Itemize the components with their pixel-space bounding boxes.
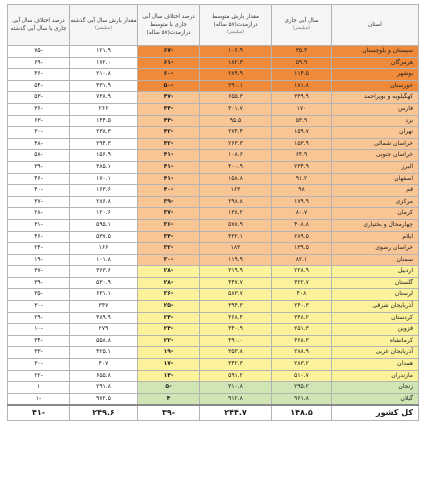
cell-normal: ۳۴۲.۳ bbox=[200, 359, 272, 371]
table-row bbox=[8, 324, 419, 336]
cell-pct-last: -۵۴ bbox=[8, 80, 70, 92]
cell-pct-last: -۵۸ bbox=[8, 150, 70, 162]
cell-pct-last: -۳۰ bbox=[8, 301, 70, 313]
cell-current: ۲۹۵.۲ bbox=[272, 382, 332, 394]
cell-province: بوشهر bbox=[332, 69, 419, 81]
cell-last-year: ۴۲۵.۱ bbox=[70, 347, 138, 359]
cell-last-year: ۱۲۰.۶ bbox=[70, 208, 138, 220]
cell-normal: ۳۹۴.۳ bbox=[200, 301, 272, 313]
cell-pct-normal: -۴۷ bbox=[138, 92, 200, 104]
cell-pct-normal: -۲۵ bbox=[138, 301, 200, 313]
total-province: کل کشور bbox=[332, 405, 419, 421]
cell-pct-normal: -۳۲ bbox=[138, 243, 200, 255]
cell-current: ۱۱۴.۵ bbox=[272, 69, 332, 81]
cell-normal: ۴۰۰.۹ bbox=[200, 161, 272, 173]
cell-province: سمنان bbox=[332, 254, 419, 266]
table-row bbox=[8, 359, 419, 371]
cell-current: ۲۸۳.۲ bbox=[272, 359, 332, 371]
cell-last-year: ۷۳۸.۹ bbox=[70, 92, 138, 104]
cell-normal: ۴۶۸.۴ bbox=[200, 312, 272, 324]
cell-last-year: ۵۳۷.۵ bbox=[70, 231, 138, 243]
cell-pct-normal: -۲۲ bbox=[138, 335, 200, 347]
cell-current: ۴۰۸ bbox=[272, 289, 332, 301]
table-row bbox=[8, 335, 419, 347]
table-row bbox=[8, 69, 419, 81]
cell-current: ۲۲۸.۹ bbox=[272, 266, 332, 278]
cell-province: هرمزگان bbox=[332, 57, 419, 69]
cell-pct-normal: -۲۸ bbox=[138, 266, 200, 278]
cell-current: ۲۳۴.۹ bbox=[272, 161, 332, 173]
table-row bbox=[8, 393, 419, 405]
cell-province: سیستان و بلوچستان bbox=[332, 46, 419, 58]
table-row bbox=[8, 231, 419, 243]
cell-current: ۲۴۰.۳ bbox=[272, 301, 332, 313]
cell-last-year: ۲۸۶.۸ bbox=[70, 196, 138, 208]
cell-pct-last: -۳۷ bbox=[8, 196, 70, 208]
cell-province: فارس bbox=[332, 103, 419, 115]
cell-pct-normal: -۱۷ bbox=[138, 359, 200, 371]
cell-pct-normal: -۳۷ bbox=[138, 208, 200, 220]
cell-current: ۴۰۸.۸ bbox=[272, 219, 332, 231]
cell-pct-last: -۳۵ bbox=[8, 289, 70, 301]
cell-current: ۵۱۰.۷ bbox=[272, 370, 332, 382]
cell-normal: ۹۵.۵ bbox=[200, 115, 272, 127]
cell-pct-last: -۳۱ bbox=[8, 219, 70, 231]
cell-last-year: ۲۳۸.۳ bbox=[70, 127, 138, 139]
cell-last-year: ۱۰۱.۸ bbox=[70, 254, 138, 266]
table-row bbox=[8, 243, 419, 255]
cell-normal: ۱۵۸.۸ bbox=[200, 173, 272, 185]
cell-province: مازندران bbox=[332, 370, 419, 382]
cell-province: تهران bbox=[332, 127, 419, 139]
cell-normal: ۱۰۶.۹ bbox=[200, 46, 272, 58]
cell-current: ۵۳.۹ bbox=[272, 115, 332, 127]
cell-province: البرز bbox=[332, 161, 419, 173]
cell-normal: ۱۶۳ bbox=[200, 185, 272, 197]
cell-province: خراسان شمالی bbox=[332, 138, 419, 150]
table-row bbox=[8, 57, 419, 69]
cell-pct-normal: -۴۱ bbox=[138, 161, 200, 173]
cell-normal: ۴۳۲.۱ bbox=[200, 231, 272, 243]
table-header-row bbox=[8, 5, 419, 46]
cell-current: ۱۵۳.۹ bbox=[272, 138, 332, 150]
cell-province: خوزستان bbox=[332, 80, 419, 92]
cell-last-year: ۴۸۹.۹ bbox=[70, 312, 138, 324]
cell-province: ایلام bbox=[332, 231, 419, 243]
total-pct-last: -۴۱ bbox=[8, 405, 70, 421]
cell-pct-normal: -۵۰ bbox=[138, 80, 200, 92]
table-row bbox=[8, 185, 419, 197]
cell-province: یزد bbox=[332, 115, 419, 127]
cell-province: کردستان bbox=[332, 312, 419, 324]
cell-normal: ۱۱۹.۹ bbox=[200, 254, 272, 266]
table-body bbox=[8, 46, 419, 406]
table-row bbox=[8, 301, 419, 313]
cell-pct-normal: -۴۲ bbox=[138, 138, 200, 150]
cell-current: ۱۸۱.۸ bbox=[272, 80, 332, 92]
cell-pct-last: -۱۰ bbox=[8, 324, 70, 336]
cell-pct-normal: -۲۴ bbox=[138, 312, 200, 324]
cell-pct-normal: -۴۱ bbox=[138, 150, 200, 162]
cell-last-year: ۲۹۱.۸ bbox=[70, 382, 138, 394]
cell-pct-last: -۳۴ bbox=[8, 335, 70, 347]
cell-last-year: ۲۷۹ bbox=[70, 324, 138, 336]
cell-pct-normal: -۶۱ bbox=[138, 57, 200, 69]
rainfall-table-container bbox=[7, 4, 418, 494]
cell-province: چهارمحال و بختیاری bbox=[332, 219, 419, 231]
cell-pct-normal: -۴۲ bbox=[138, 127, 200, 139]
cell-normal: ۱۸۳ bbox=[200, 243, 272, 255]
cell-last-year: ۳۸۵.۱ bbox=[70, 161, 138, 173]
cell-current: ۱۳۹.۵ bbox=[272, 243, 332, 255]
cell-last-year: ۹۷۲.۵ bbox=[70, 393, 138, 405]
cell-pct-normal: -۱۹ bbox=[138, 347, 200, 359]
cell-province: مرکزی bbox=[332, 196, 419, 208]
cell-current: ۳۲۲.۷ bbox=[272, 277, 332, 289]
cell-pct-last: -۲۴ bbox=[8, 243, 70, 255]
cell-pct-last: -۴۰ bbox=[8, 185, 70, 197]
cell-last-year: ۴۳۱.۹ bbox=[70, 80, 138, 92]
cell-province: آذربایجان شرقی bbox=[332, 301, 419, 313]
cell-pct-last: -۴۸ bbox=[8, 138, 70, 150]
cell-pct-last: -۱۹ bbox=[8, 254, 70, 266]
cell-province: اصفهان bbox=[332, 173, 419, 185]
cell-pct-last: -۳۳ bbox=[8, 347, 70, 359]
cell-pct-normal: -۳۶ bbox=[138, 289, 200, 301]
cell-last-year: ۲۶۶ bbox=[70, 103, 138, 115]
rainfall-table bbox=[7, 4, 419, 421]
cell-pct-normal: -۳۴ bbox=[138, 231, 200, 243]
cell-pct-normal: -۴۱ bbox=[138, 173, 200, 185]
cell-current: ۹۸ bbox=[272, 185, 332, 197]
cell-current: ۹۱.۲ bbox=[272, 173, 332, 185]
cell-province: کهگیلویه و بویراحمد bbox=[332, 92, 419, 104]
cell-current: ۳۵.۳ bbox=[272, 46, 332, 58]
cell-last-year: ۱۶۳.۶ bbox=[70, 185, 138, 197]
cell-pct-last: -۲۸ bbox=[8, 208, 70, 220]
table-row bbox=[8, 347, 419, 359]
cell-province: همدان bbox=[332, 359, 419, 371]
header-last-year: مقدار بارش سال آبی گذشته (میلیمتر) bbox=[70, 5, 138, 46]
header-pct-last: درصد اختلاف سال آبی جاری با سال آبی گذشته bbox=[8, 5, 70, 46]
cell-normal: ۴۴۷.۷ bbox=[200, 277, 272, 289]
cell-province: لرستان bbox=[332, 289, 419, 301]
cell-pct-normal: -۴۴ bbox=[138, 103, 200, 115]
table-row bbox=[8, 46, 419, 58]
cell-normal: ۲۶۳.۳ bbox=[200, 138, 272, 150]
cell-current: ۳۴۹.۹ bbox=[272, 92, 332, 104]
cell-pct-normal: -۲۴ bbox=[138, 324, 200, 336]
cell-last-year: ۱۲۱.۹ bbox=[70, 46, 138, 58]
total-last-year: ۲۴۹.۶ bbox=[70, 405, 138, 421]
table-row bbox=[8, 127, 419, 139]
table-row bbox=[8, 219, 419, 231]
table-row bbox=[8, 173, 419, 185]
cell-province: گلستان bbox=[332, 277, 419, 289]
cell-last-year: ۲۱۰.۸ bbox=[70, 69, 138, 81]
cell-last-year: ۲۹۴.۳ bbox=[70, 138, 138, 150]
cell-normal: ۴۹۰.۰ bbox=[200, 335, 272, 347]
cell-current: ۳۶۸.۳ bbox=[272, 335, 332, 347]
cell-last-year: ۵۵۸.۸ bbox=[70, 335, 138, 347]
total-row bbox=[8, 405, 419, 421]
cell-pct-normal: -۶۷ bbox=[138, 46, 200, 58]
cell-pct-last: -۲۲ bbox=[8, 370, 70, 382]
cell-pct-last: -۳۰ bbox=[8, 127, 70, 139]
cell-province: قم bbox=[332, 185, 419, 197]
cell-province: آذربایجان غربی bbox=[332, 347, 419, 359]
cell-normal: ۱۰۸.۶ bbox=[200, 150, 272, 162]
cell-current: ۱۷۹.۹ bbox=[272, 196, 332, 208]
cell-last-year: ۶۵۵.۸ bbox=[70, 370, 138, 382]
cell-normal: ۶۵۵.۳ bbox=[200, 92, 272, 104]
cell-normal: ۳۱۰.۸ bbox=[200, 382, 272, 394]
header-current: سال آبی جاری (میلیمتر) bbox=[272, 5, 332, 46]
cell-pct-last: -۳۷ bbox=[8, 266, 70, 278]
cell-pct-last: -۴۶ bbox=[8, 231, 70, 243]
cell-pct-last: -۳۹ bbox=[8, 161, 70, 173]
cell-pct-normal: -۵ bbox=[138, 382, 200, 394]
cell-province: گیلان bbox=[332, 393, 419, 405]
cell-province: خراسان جنوبی bbox=[332, 150, 419, 162]
cell-last-year: ۵۹۵.۱ bbox=[70, 219, 138, 231]
total-current: ۱۴۸.۵ bbox=[272, 405, 332, 421]
cell-pct-normal: -۶۰ bbox=[138, 69, 200, 81]
table-row bbox=[8, 382, 419, 394]
cell-province: خراسان رضوی bbox=[332, 243, 419, 255]
cell-last-year: ۱۵۶.۹ bbox=[70, 150, 138, 162]
cell-normal: ۵۸۳.۷ bbox=[200, 289, 272, 301]
cell-pct-last: -۳۹ bbox=[8, 277, 70, 289]
table-row bbox=[8, 208, 419, 220]
cell-pct-last: -۶۹ bbox=[8, 57, 70, 69]
cell-province: زنجان bbox=[332, 382, 419, 394]
cell-current: ۹۶۱.۸ bbox=[272, 393, 332, 405]
cell-pct-last: -۵۳ bbox=[8, 92, 70, 104]
total-pct-normal: -۳۹ bbox=[138, 405, 200, 421]
cell-pct-last: -۶۳ bbox=[8, 115, 70, 127]
cell-pct-normal: -۴۴ bbox=[138, 115, 200, 127]
table-row bbox=[8, 80, 419, 92]
cell-pct-normal: -۴۰ bbox=[138, 185, 200, 197]
cell-current: ۶۴.۹ bbox=[272, 150, 332, 162]
table-row bbox=[8, 115, 419, 127]
cell-current: ۵۹.۹ bbox=[272, 57, 332, 69]
cell-last-year: ۱۷۲.۰ bbox=[70, 57, 138, 69]
cell-last-year: ۱۷۰.۱ bbox=[70, 173, 138, 185]
cell-normal: ۲۹۸.۸ bbox=[200, 196, 272, 208]
cell-pct-normal: -۳۶ bbox=[138, 219, 200, 231]
cell-current: ۳۴۸.۲ bbox=[272, 312, 332, 324]
cell-normal: ۹۱۲.۸ bbox=[200, 393, 272, 405]
table-row bbox=[8, 196, 419, 208]
cell-pct-last: -۳۶ bbox=[8, 103, 70, 115]
table-row bbox=[8, 370, 419, 382]
cell-current: ۸۲.۱ bbox=[272, 254, 332, 266]
cell-normal: ۵۹۱.۲ bbox=[200, 370, 272, 382]
cell-current: ۱۷۰ bbox=[272, 103, 332, 115]
cell-normal: ۲۷۴.۴ bbox=[200, 127, 272, 139]
cell-last-year: ۴۰۷ bbox=[70, 359, 138, 371]
cell-normal: ۳۱۹.۹ bbox=[200, 266, 272, 278]
cell-province: کرمان bbox=[332, 208, 419, 220]
cell-normal: ۳۹۰.۱ bbox=[200, 80, 272, 92]
cell-last-year: ۶۳۱.۱ bbox=[70, 289, 138, 301]
cell-pct-last: ۱ bbox=[8, 382, 70, 394]
table-row bbox=[8, 150, 419, 162]
table-row bbox=[8, 138, 419, 150]
table-row bbox=[8, 254, 419, 266]
cell-current: ۸۰.۷ bbox=[272, 208, 332, 220]
header-pct-normal: درصد اختلاف سال آبی جاری با متوسط درازمدت(۵۷ ساله) bbox=[138, 5, 200, 46]
cell-last-year: ۱۶۶ bbox=[70, 243, 138, 255]
cell-pct-normal: -۱۴ bbox=[138, 370, 200, 382]
cell-normal: ۵۷۸.۹ bbox=[200, 219, 272, 231]
cell-province: قزوین bbox=[332, 324, 419, 336]
header-normal: مقدار بارش متوسط درازمدت(۵۷ ساله) (میلیمتر) bbox=[200, 5, 272, 46]
table-row bbox=[8, 277, 419, 289]
cell-pct-last: -۴۶ bbox=[8, 69, 70, 81]
cell-current: ۲۵۱.۳ bbox=[272, 324, 332, 336]
table-row bbox=[8, 312, 419, 324]
cell-pct-normal: -۲۸ bbox=[138, 277, 200, 289]
cell-pct-last: -۲۹ bbox=[8, 312, 70, 324]
table-row bbox=[8, 92, 419, 104]
cell-normal: ۱۸۲.۳ bbox=[200, 57, 272, 69]
table-row bbox=[8, 161, 419, 173]
cell-normal: ۱۳۸.۲ bbox=[200, 208, 272, 220]
cell-last-year: ۳۴۷ bbox=[70, 301, 138, 313]
table-row bbox=[8, 289, 419, 301]
table-row bbox=[8, 103, 419, 115]
cell-normal: ۳۵۳.۸ bbox=[200, 347, 272, 359]
cell-province: اردبیل bbox=[332, 266, 419, 278]
cell-normal: ۳۴۰.۹ bbox=[200, 324, 272, 336]
cell-pct-last: -۳۰ bbox=[8, 359, 70, 371]
cell-province: کرمانشاه bbox=[332, 335, 419, 347]
cell-normal: ۳۰۱.۷ bbox=[200, 103, 272, 115]
cell-pct-last: -۱ bbox=[8, 393, 70, 405]
header-province: استان bbox=[332, 5, 419, 46]
cell-current: ۲۸۸.۹ bbox=[272, 347, 332, 359]
cell-last-year: ۳۶۳.۶ bbox=[70, 266, 138, 278]
cell-pct-normal: -۳۹ bbox=[138, 196, 200, 208]
cell-last-year: ۱۴۴.۵ bbox=[70, 115, 138, 127]
total-normal: ۲۴۴.۷ bbox=[200, 405, 272, 421]
cell-normal: ۲۸۹.۹ bbox=[200, 69, 272, 81]
cell-pct-normal: ۴ bbox=[138, 393, 200, 405]
cell-pct-normal: -۳۰ bbox=[138, 254, 200, 266]
table-row bbox=[8, 266, 419, 278]
cell-current: ۱۵۹.۷ bbox=[272, 127, 332, 139]
cell-pct-last: -۷۵ bbox=[8, 46, 70, 58]
cell-last-year: ۵۳۰.۹ bbox=[70, 277, 138, 289]
cell-current: ۲۸۹.۵ bbox=[272, 231, 332, 243]
cell-pct-last: -۴۶ bbox=[8, 173, 70, 185]
